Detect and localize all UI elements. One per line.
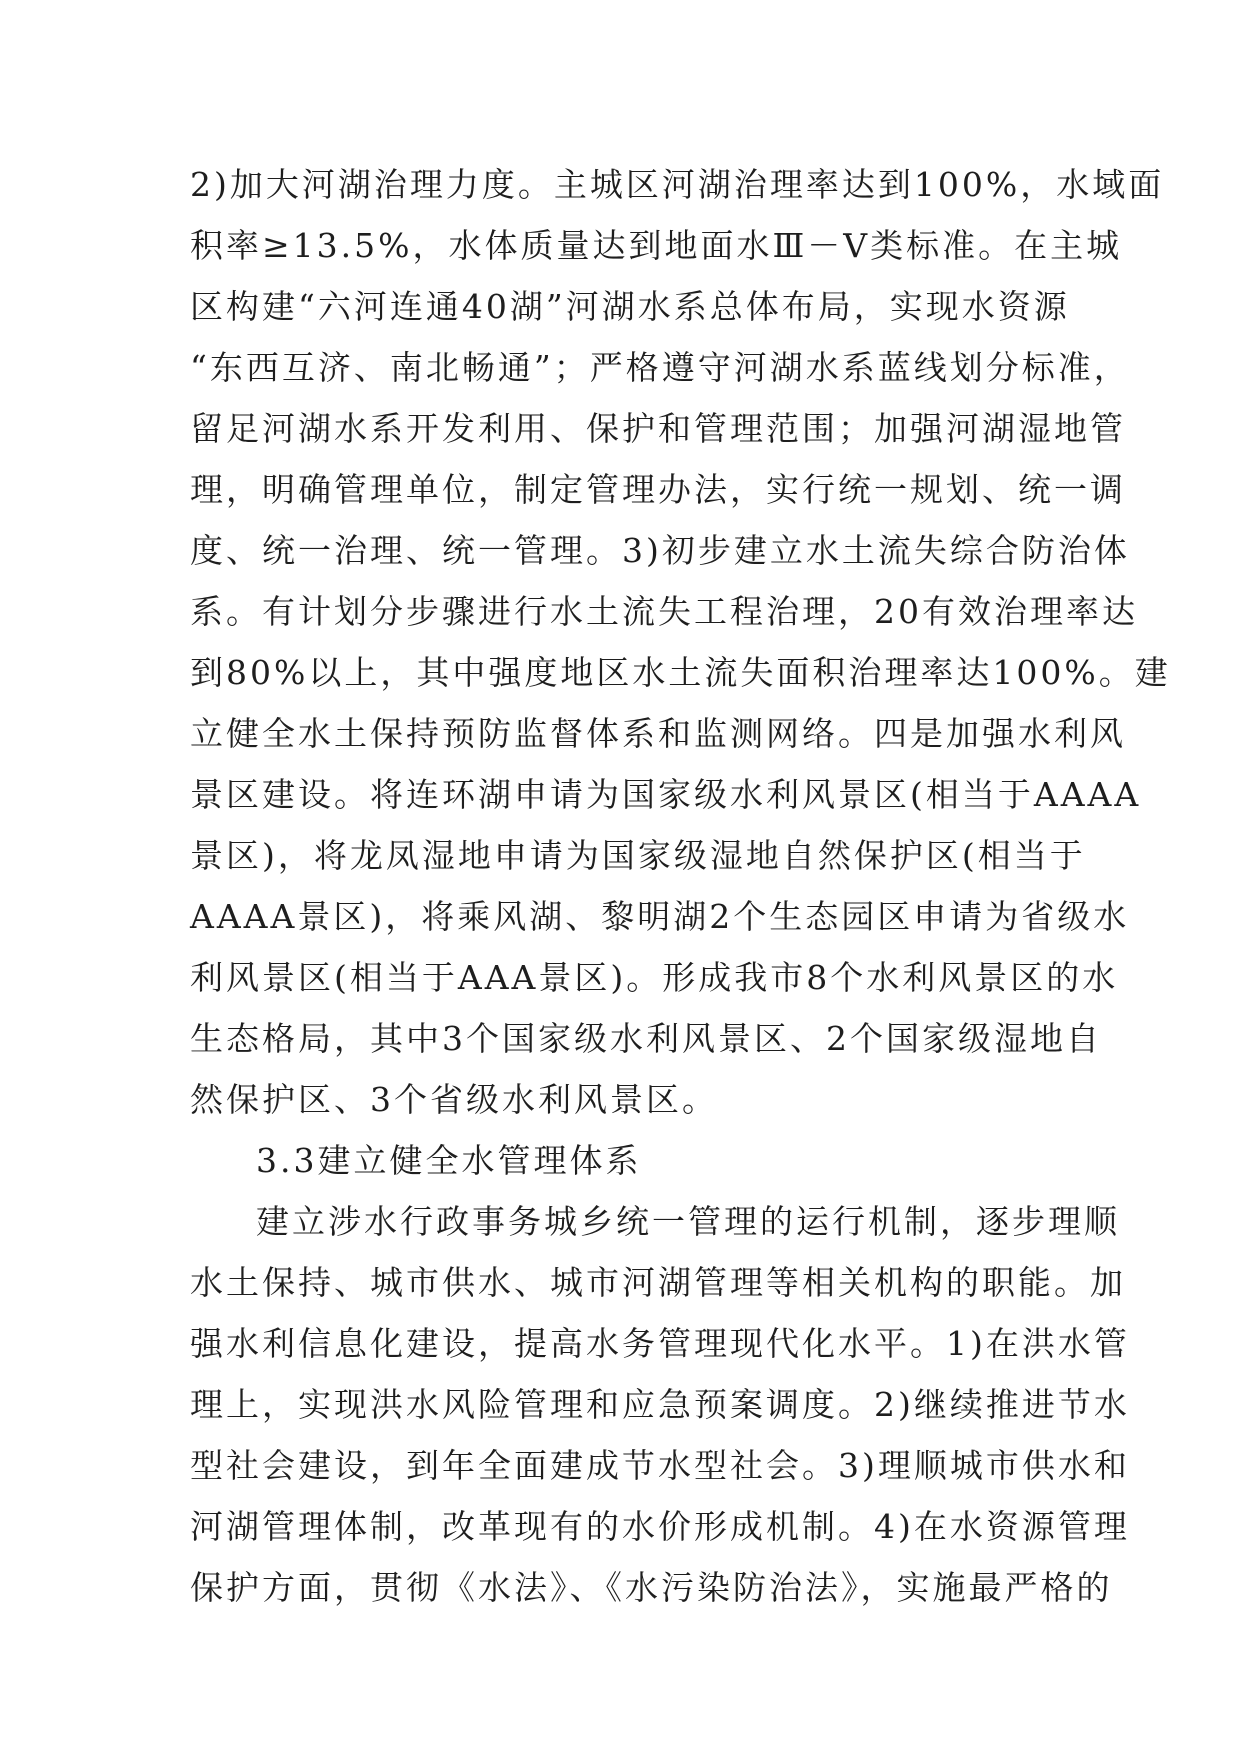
text-line: 保护方面，贯彻《水法》、《水污染防治法》，实施最严格的	[190, 1568, 1113, 1607]
text-line: 型社会建设，到年全面建成节水型社会。3)理顺城市供水和	[190, 1446, 1130, 1485]
text-line: 景区建设。将连环湖申请为国家级水利风景区(相当于AAAA	[190, 775, 1142, 814]
body-text	[190, 154, 1171, 1618]
text-line: 强水利信息化建设，提高水务管理现代化水平。1)在洪水管	[190, 1324, 1130, 1363]
text-line: 然保护区、3个省级水利风景区。	[190, 1080, 718, 1119]
text-line: AAAA景区)，将乘风湖、黎明湖2个生态园区申请为省级水	[190, 897, 1130, 936]
text-line: 利风景区(相当于AAA景区)。形成我市8个水利风景区的水	[190, 958, 1119, 997]
text-line: 2)加大河湖治理力度。主城区河湖治理率达到100%，水域面	[190, 165, 1165, 204]
text-line: 立健全水土保持预防监督体系和监测网络。四是加强水利风	[190, 714, 1126, 753]
text-line: 理，明确管理单位，制定管理办法，实行统一规划、统一调	[190, 470, 1126, 509]
text-line: 区构建“六河连通40湖”河湖水系总体布局，实现水资源	[190, 287, 1070, 326]
text-line: 度、统一治理、统一管理。3)初步建立水土流失综合防治体	[190, 531, 1130, 570]
text-line: 生态格局，其中3个国家级水利风景区、2个国家级湿地自	[190, 1019, 1102, 1058]
text-line: 建立涉水行政事务城乡统一管理的运行机制，逐步理顺	[256, 1202, 1120, 1241]
text-line: 河湖管理体制，改革现有的水价形成机制。4)在水资源管理	[190, 1507, 1130, 1546]
text-line: 留足河湖水系开发利用、保护和管理范围；加强河湖湿地管	[190, 409, 1126, 448]
section-heading: 3.3建立健全水管理体系	[256, 1141, 642, 1180]
text-line: 系。有计划分步骤进行水土流失工程治理，20有效治理率达	[190, 592, 1138, 631]
text-line: 水土保持、城市供水、城市河湖管理等相关机构的职能。加	[190, 1263, 1126, 1302]
text-line: “东西互济、南北畅通”；严格遵守河湖水系蓝线划分标准，	[190, 348, 1130, 387]
text-line: 到80%以上，其中强度地区水土流失面积治理率达100%。建	[190, 653, 1171, 692]
text-line: 理上，实现洪水风险管理和应急预案调度。2)继续推进节水	[190, 1385, 1130, 1424]
text-line: 景区)，将龙凤湿地申请为国家级湿地自然保护区(相当于	[190, 836, 1086, 875]
text-line: 积率≥13.5%，水体质量达到地面水Ⅲ－Ⅴ类标准。在主城	[190, 226, 1123, 265]
